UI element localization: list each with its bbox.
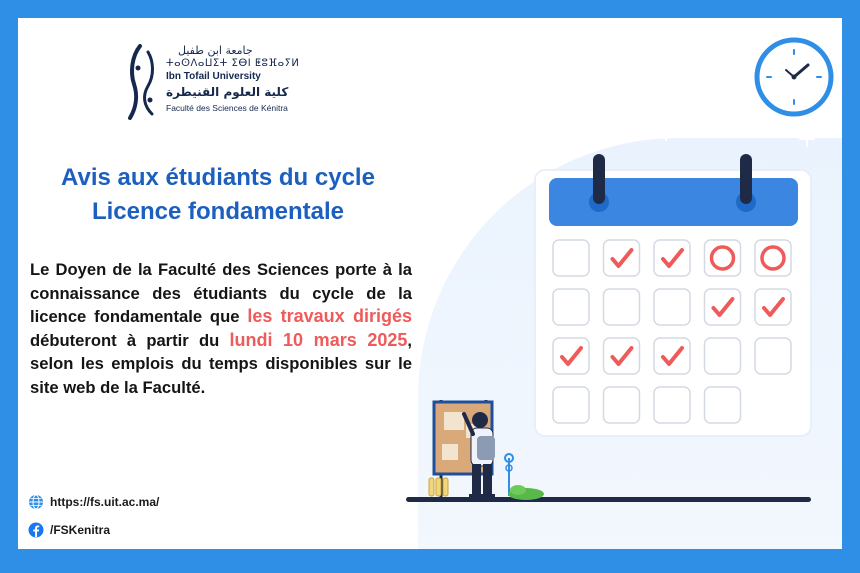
calendar-day-box xyxy=(553,240,589,276)
notice-highlight-date: lundi 10 mars 2025 xyxy=(229,329,408,350)
logo-university-name: Ibn Tofail University xyxy=(166,71,261,82)
notice-part-2: débuteront à partir du xyxy=(30,330,230,350)
notice-part-3: , selon les emplois du temps disponibles sur le site web de la Faculté. xyxy=(30,330,412,397)
notice-card xyxy=(18,18,842,549)
logo-arabic-faculty: كلية العلوم القنيطرة xyxy=(166,85,289,99)
title-line-2: Licence fondamentale xyxy=(91,198,345,225)
notice-highlight-travaux: les travaux dirigés xyxy=(247,306,412,326)
calendar-day-box xyxy=(705,387,741,423)
calendar-day-box xyxy=(553,289,589,325)
notice-part-1: Le Doyen de la Faculté des Sciences porte à la connaissance des étudiants du cycle de la licence fondamentale que xyxy=(30,260,412,326)
logo-tifinagh-university: ⵜⴰⵙⴷⴰⵡⵉⵜ ⵉⴱⵏ ⵟⵓⴼⴰⵢⵍ xyxy=(166,58,300,69)
calendar-day-box xyxy=(604,289,640,325)
radiator-icon xyxy=(429,478,448,496)
calendar-day-box xyxy=(604,240,640,276)
calendar-day-box xyxy=(604,338,640,374)
calendar-day-box xyxy=(553,338,589,374)
facebook-link[interactable]: /FSKenitra xyxy=(50,523,111,537)
plant-icon xyxy=(505,454,544,500)
calendar-day-box xyxy=(705,289,741,325)
clock-icon xyxy=(757,40,831,114)
calendar-day-box xyxy=(755,338,791,374)
calendar-day-box xyxy=(654,240,690,276)
calendar-day-box xyxy=(755,289,791,325)
calendar-day-box xyxy=(654,289,690,325)
calendar-illustration xyxy=(18,18,842,549)
logo-arabic-university: جامعة ابن طفيل xyxy=(178,44,253,57)
floor-line xyxy=(406,497,811,502)
calendar-day-box xyxy=(654,387,690,423)
logo-faculty-name: Faculté des Sciences de Kénitra xyxy=(166,103,288,113)
sparkle-icon xyxy=(659,126,814,146)
calendar-day-box xyxy=(705,338,741,374)
calendar-day-box xyxy=(654,338,690,374)
website-link[interactable]: https://fs.uit.ac.ma/ xyxy=(50,495,160,509)
calendar-icon xyxy=(535,154,811,436)
calendar-day-box xyxy=(553,387,589,423)
calendar-day-box xyxy=(604,387,640,423)
title-line-1: Avis aux étudiants du cycle xyxy=(61,164,375,191)
